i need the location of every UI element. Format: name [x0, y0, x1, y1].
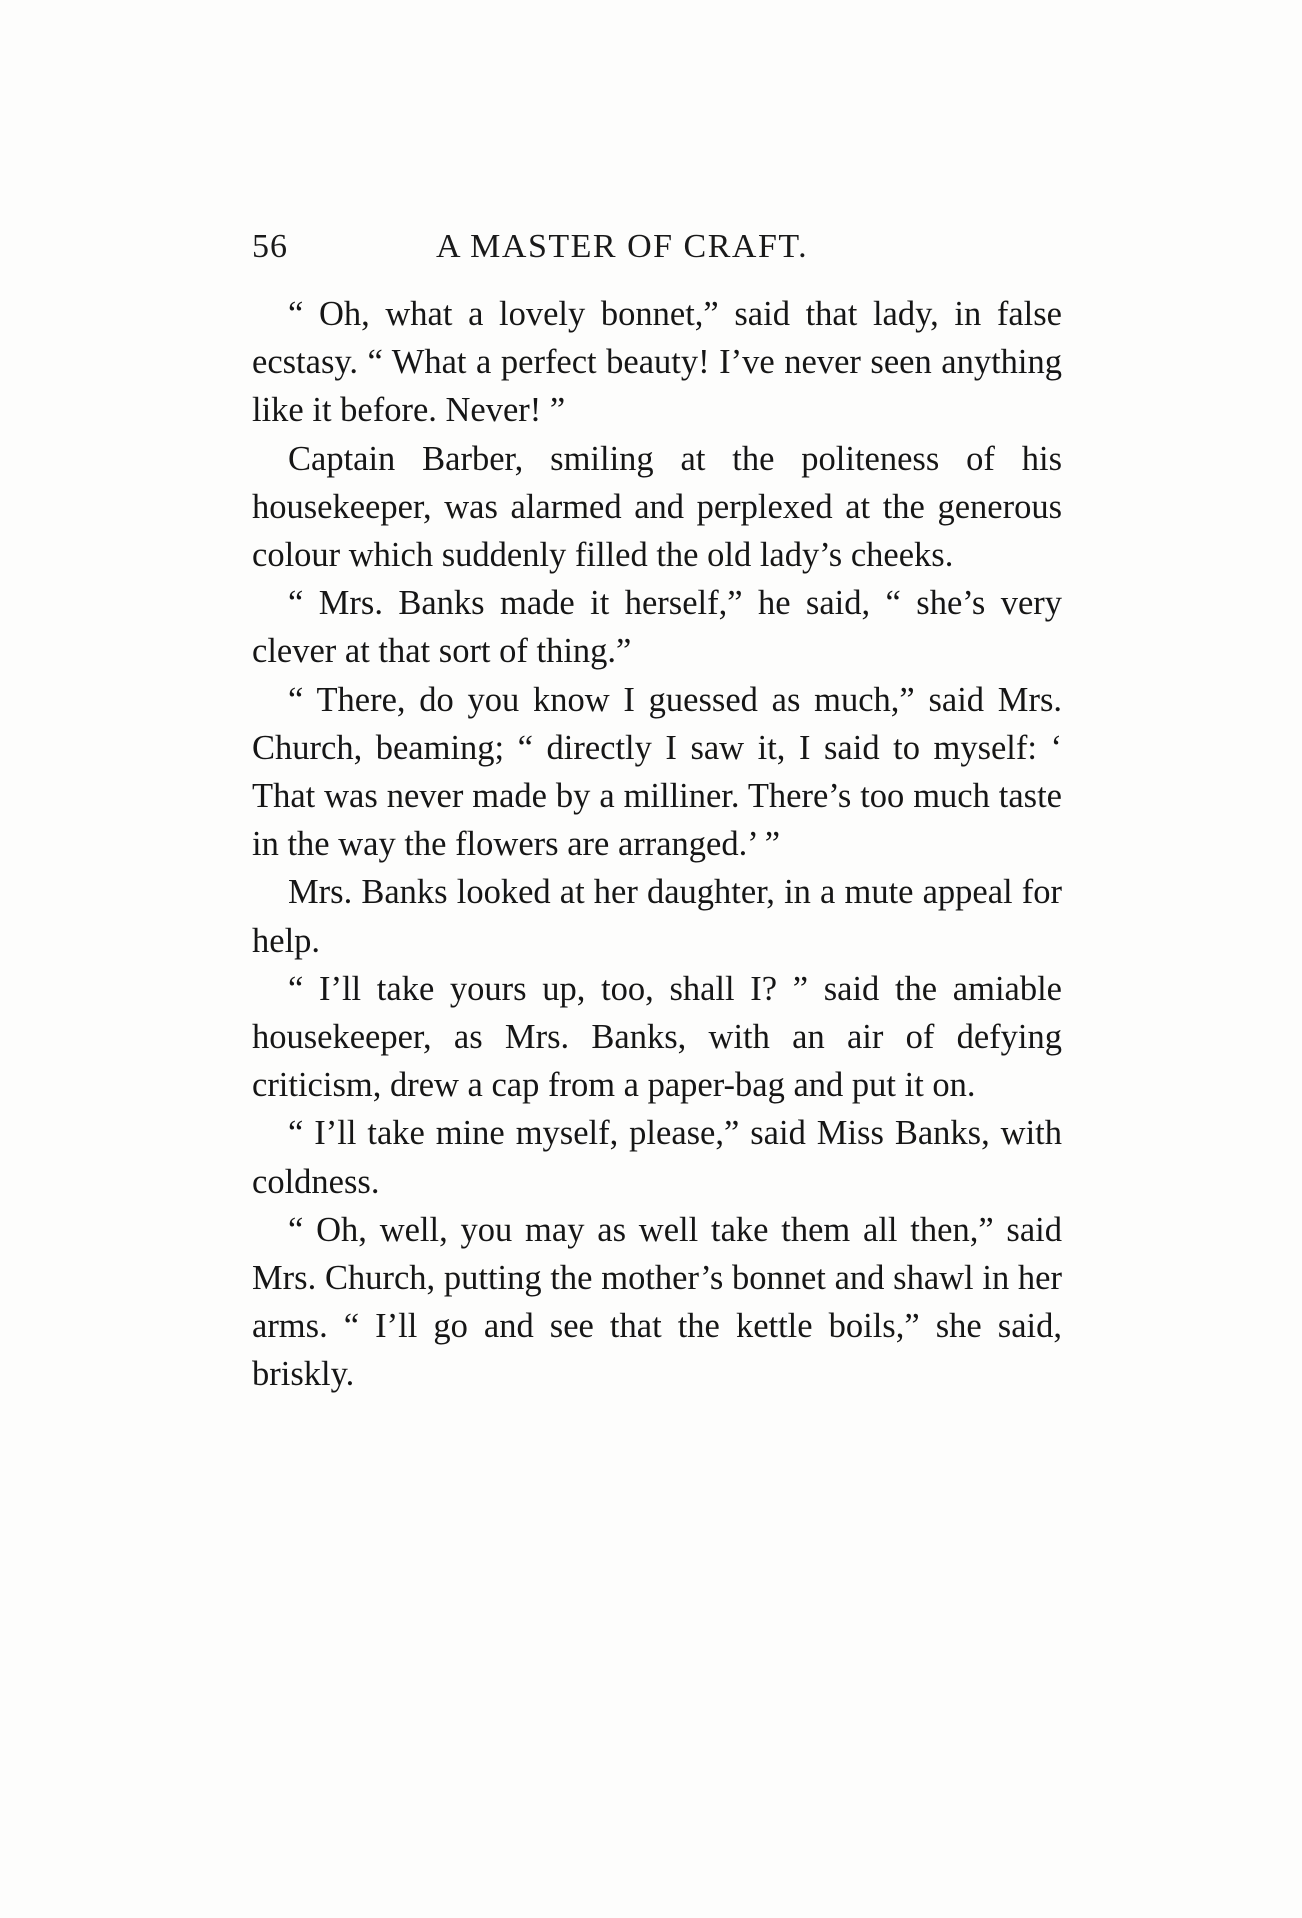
paragraph: “ I’ll take yours up, too, shall I? ” said the amiable housekeeper, as Mrs. Banks, with an air of defying criticism, drew a cap from a paper-bag and put it on.: [252, 969, 1062, 1105]
page-header: [252, 228, 1062, 278]
paragraph: “ Oh, well, you may as well take them all then,” said Mrs. Church, putting the mother’s bonnet and shawl in her arms. “ I’ll go and see that the kettle boils,” she said, briskly.: [252, 1210, 1062, 1394]
page-number: 56: [252, 228, 288, 265]
paragraph: Mrs. Banks looked at her daughter, in a mute appeal for help.: [252, 873, 1062, 960]
paragraph: “ There, do you know I guessed as much,” said Mrs. Church, beaming; “ directly I saw it, I said to myself: ‘ That was never made by a milliner. There’s too much taste in the way the flowers are arranged.’ ”: [252, 680, 1062, 864]
paragraph: “ Oh, what a lovely bonnet,” said that lady, in false ecstasy. “ What a perfect beauty! I’ve never seen anything like it before. Never! ”: [252, 295, 1062, 430]
body-text: [252, 290, 1062, 1399]
paragraph: “ I’ll take mine myself, please,” said Miss Banks, with coldness.: [252, 1114, 1062, 1201]
paragraph: Captain Barber, smiling at the politeness of his housekeeper, was alarmed and perplexed at the generous colour which suddenly filled the old lady’s cheeks.: [252, 439, 1062, 575]
running-title: A MASTER OF CRAFT.: [436, 228, 809, 265]
paragraph: “ Mrs. Banks made it herself,” he said, “ she’s very clever at that sort of thing.”: [252, 584, 1062, 671]
